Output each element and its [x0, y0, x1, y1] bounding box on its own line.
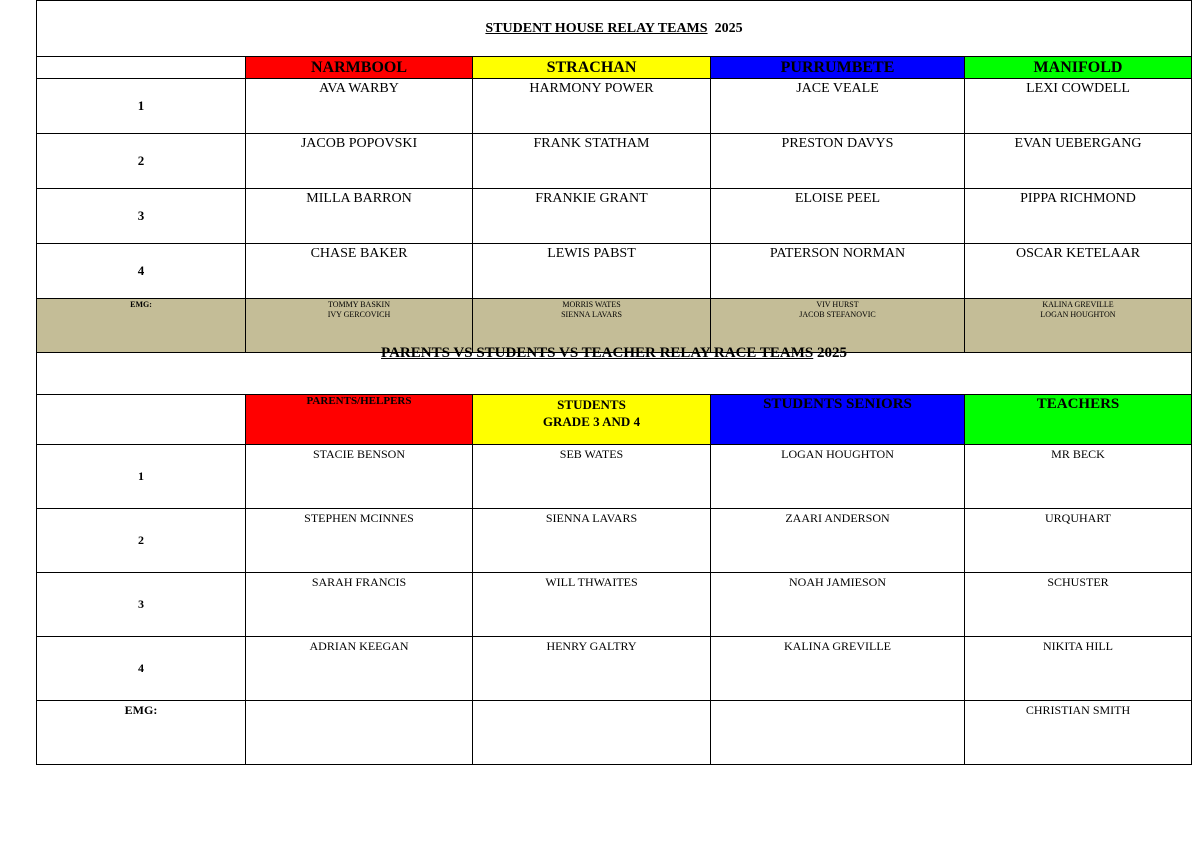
table-row — [37, 573, 1192, 637]
runner-cell: WILL THWAITES — [473, 573, 711, 637]
house-relay-table — [36, 0, 1192, 353]
runner-cell: STEPHEN MCINNES — [246, 509, 473, 573]
runner-cell: NOAH JAMIESON — [711, 573, 965, 637]
emg-name: VIV HURST — [816, 300, 859, 309]
emg-label: EMG: — [37, 299, 246, 353]
runner-cell: SEB WATES — [473, 445, 711, 509]
runner-cell: URQUHART — [965, 509, 1192, 573]
runner-cell: OSCAR KETELAAR — [965, 244, 1192, 299]
team-header-strachan: STRACHAN — [473, 57, 711, 79]
runner-cell: SIENNA LAVARS — [473, 509, 711, 573]
runner-cell: SARAH FRANCIS — [246, 573, 473, 637]
runner-cell: STACIE BENSON — [246, 445, 473, 509]
leg-number: 2 — [37, 134, 246, 189]
runner-cell: HENRY GALTRY — [473, 637, 711, 701]
table-row — [37, 244, 1192, 299]
emg-cell: CHRISTIAN SMITH — [965, 701, 1192, 765]
runner-cell: AVA WARBY — [246, 79, 473, 134]
emg-cell — [711, 701, 965, 765]
table-row — [37, 79, 1192, 134]
runner-cell: MILLA BARRON — [246, 189, 473, 244]
runner-cell: MR BECK — [965, 445, 1192, 509]
emg-name: LOGAN HOUGHTON — [1040, 310, 1116, 319]
team-header-parents: PARENTS/HELPERS — [246, 395, 473, 445]
leg-number: 4 — [37, 637, 246, 701]
emg-name: SIENNA LAVARS — [561, 310, 622, 319]
race-corner-cell — [37, 395, 246, 445]
emergency-row — [37, 701, 1192, 765]
runner-cell: PIPPA RICHMOND — [965, 189, 1192, 244]
race-year: 2025 — [816, 345, 847, 361]
house-title-cell — [37, 1, 1192, 57]
team-header-manifold: MANIFOLD — [965, 57, 1192, 79]
table-row — [37, 445, 1192, 509]
team-header-students — [473, 395, 711, 445]
leg-number: 4 — [37, 244, 246, 299]
house-year: 2025 — [714, 20, 743, 36]
emg-name: KALINA GREVILLE — [1042, 300, 1114, 309]
leg-number: 1 — [37, 445, 246, 509]
leg-number: 1 — [37, 79, 246, 134]
emg-name: MORRIS WATES — [562, 300, 621, 309]
runner-cell: FRANKIE GRANT — [473, 189, 711, 244]
emg-name: TOMMY BASKIN — [327, 300, 390, 309]
race-title-cell — [37, 343, 1192, 395]
runner-cell: ADRIAN KEEGAN — [246, 637, 473, 701]
team-header-seniors: STUDENTS SENIORS — [711, 395, 965, 445]
table-row — [37, 189, 1192, 244]
leg-number: 3 — [37, 189, 246, 244]
house-title: STUDENT HOUSE RELAY TEAMS — [485, 20, 708, 36]
emg-cell — [473, 701, 711, 765]
runner-cell: LEWIS PABST — [473, 244, 711, 299]
table-row — [37, 637, 1192, 701]
runner-cell: NIKITA HILL — [965, 637, 1192, 701]
runner-cell: CHASE BAKER — [246, 244, 473, 299]
race-relay-table — [36, 343, 1192, 765]
emg-label: EMG: — [37, 701, 246, 765]
runner-cell: PRESTON DAVYS — [711, 134, 965, 189]
leg-number: 3 — [37, 573, 246, 637]
team-header-narmbool: NARMBOOL — [246, 57, 473, 79]
leg-number: 2 — [37, 509, 246, 573]
runner-cell: ZAARI ANDERSON — [711, 509, 965, 573]
team-header-purrumbete: PURRUMBETE — [711, 57, 965, 79]
table-row — [37, 509, 1192, 573]
house-corner-cell — [37, 57, 246, 79]
runner-cell: JACE VEALE — [711, 79, 965, 134]
runner-cell: JACOB POPOVSKI — [246, 134, 473, 189]
runner-cell: HARMONY POWER — [473, 79, 711, 134]
runner-cell: EVAN UEBERGANG — [965, 134, 1192, 189]
emg-name: JACOB STEFANOVIC — [799, 310, 876, 319]
table-row — [37, 134, 1192, 189]
runner-cell: LOGAN HOUGHTON — [711, 445, 965, 509]
runner-cell: ELOISE PEEL — [711, 189, 965, 244]
runner-cell: FRANK STATHAM — [473, 134, 711, 189]
runner-cell: KALINA GREVILLE — [711, 637, 965, 701]
race-title: PARENTS VS STUDENTS VS TEACHER RELAY RACE TEAMS — [381, 345, 814, 361]
emg-name: IVY GERCOVICH — [327, 310, 391, 319]
runner-cell: LEXI COWDELL — [965, 79, 1192, 134]
team-header-teachers: TEACHERS — [965, 395, 1192, 445]
runner-cell: SCHUSTER — [965, 573, 1192, 637]
emg-cell — [246, 701, 473, 765]
students-sub-label: GRADE 3 AND 4 — [542, 414, 641, 429]
runner-cell: PATERSON NORMAN — [711, 244, 965, 299]
students-label: STUDENTS — [557, 397, 626, 412]
